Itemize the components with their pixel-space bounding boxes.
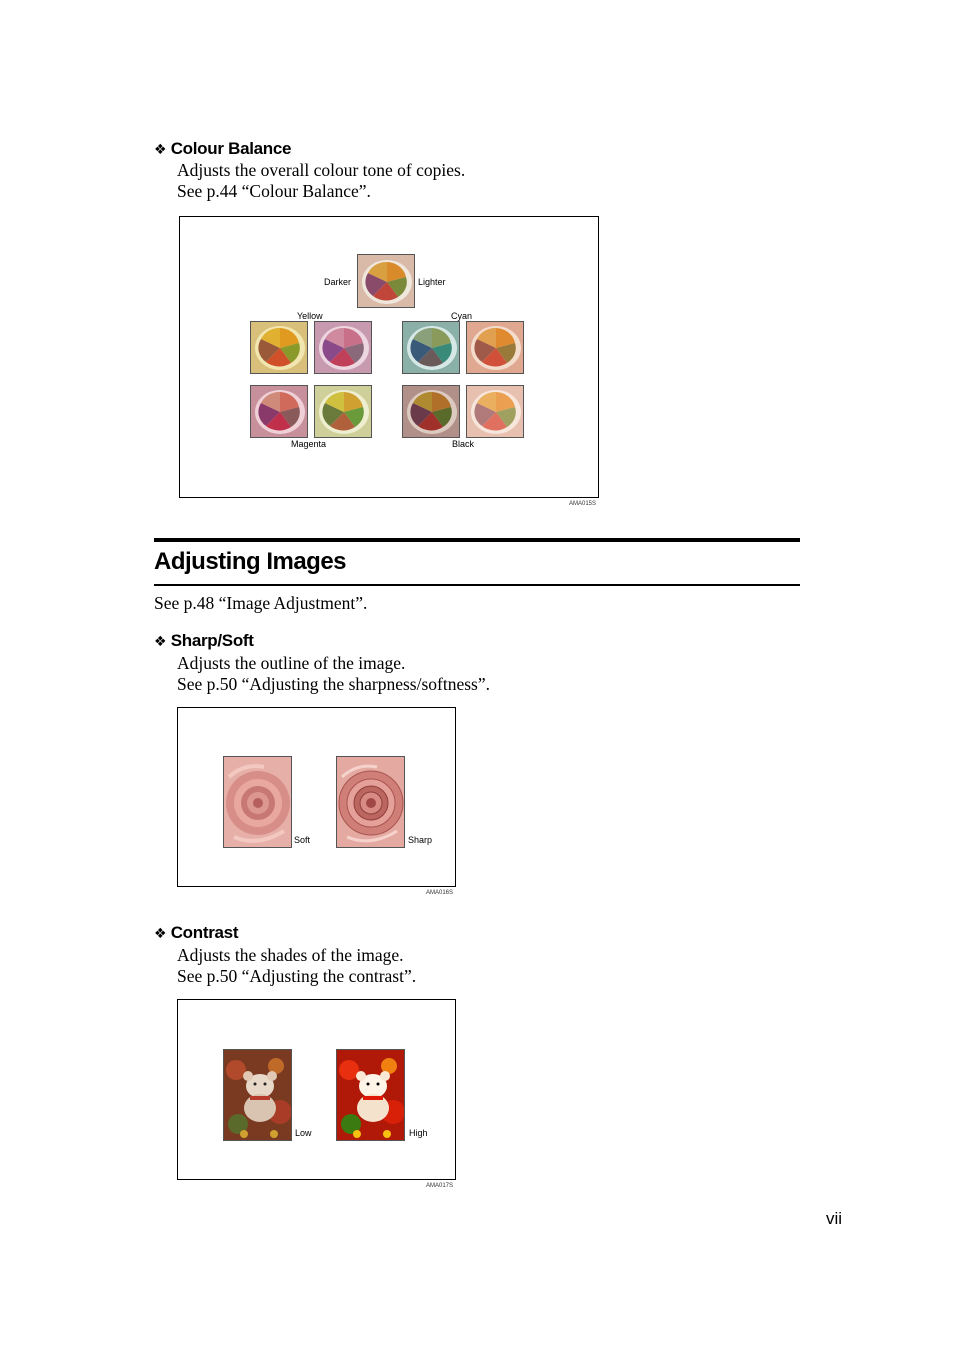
soft-label: Soft [294,835,311,845]
rose-image-soft [223,756,292,848]
diamond-bullet-icon: ❖ [154,926,167,942]
food-plate-image-cyan-1 [402,321,460,374]
diamond-bullet-icon: ❖ [154,634,167,650]
section-bottom-rule [154,584,800,586]
food-plate-image-magenta-1 [250,385,308,438]
sharp-soft-figure [177,707,456,887]
contrast-figure [177,999,456,1180]
colour-balance-title: Colour Balance [170,139,292,158]
food-plate-image-center [357,254,415,308]
section-title: Adjusting Images [154,548,347,575]
food-plate-image-cyan-2 [466,321,524,374]
sharp-soft-title: Sharp/Soft [170,631,254,650]
contrast-heading [154,923,238,943]
food-plate-image-yellow-1 [250,321,308,374]
colour-balance-heading [154,139,291,159]
figure-code-ama017s: AMA017S [426,1183,454,1189]
sharp-soft-reference: See p.50 “Adjusting the sharpness/softness”. [177,674,491,694]
cyan-label: Cyan [451,311,473,321]
figure-code-ama016s: AMA016S [426,890,454,896]
colour-balance-description: Adjusts the overall colour tone of copies. [177,160,466,180]
black-label: Black [452,439,475,449]
colour-balance-reference: See p.44 “Colour Balance”. [177,181,371,201]
magenta-label: Magenta [291,439,327,449]
contrast-description: Adjusts the shades of the image. [177,945,404,965]
rose-image-sharp [336,756,405,848]
contrast-reference: See p.50 “Adjusting the contrast”. [177,966,417,986]
figure-code-ama015s: AMA015S [569,501,597,507]
food-plate-image-yellow-2 [314,321,372,374]
bear-image-low [223,1049,292,1141]
sharp-soft-heading [154,631,254,651]
food-plate-image-black-1 [402,385,460,438]
lighter-label: Lighter [418,277,446,287]
page-number: vii [826,1209,843,1228]
darker-label: Darker [324,277,352,287]
section-intro: See p.48 “Image Adjustment”. [154,593,368,613]
food-plate-image-magenta-2 [314,385,372,438]
sharp-label: Sharp [408,835,433,845]
colour-balance-figure [179,216,599,498]
high-label: High [409,1128,428,1138]
yellow-label: Yellow [297,311,323,321]
bear-image-high [336,1049,405,1141]
low-label: Low [295,1128,312,1138]
food-plate-image-black-2 [466,385,524,438]
diamond-bullet-icon: ❖ [154,142,167,158]
sharp-soft-description: Adjusts the outline of the image. [177,653,406,673]
section-top-rule [154,538,800,542]
contrast-title: Contrast [170,923,239,942]
